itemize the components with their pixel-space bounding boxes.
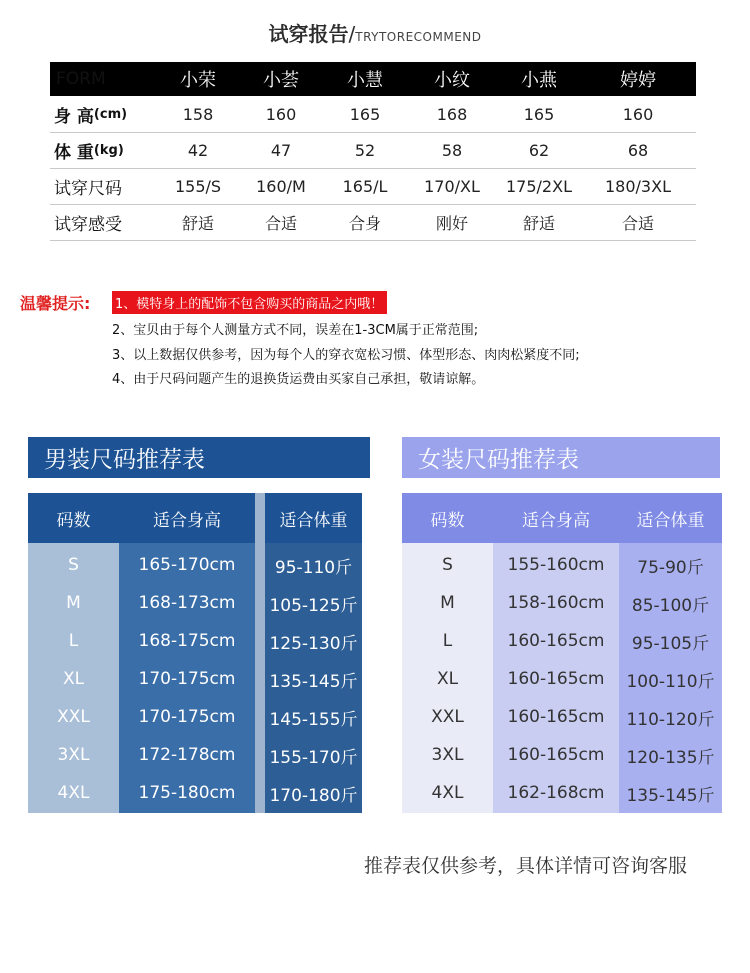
size-cell: XXL bbox=[431, 707, 464, 727]
weight-cell: 170-180斤 bbox=[269, 785, 358, 806]
size-cell: M bbox=[440, 593, 455, 613]
row-label-text: 身 高 bbox=[54, 106, 94, 127]
column-header: 适合体重 bbox=[265, 493, 362, 543]
size-cell: 3XL bbox=[57, 745, 90, 765]
weight-cell: 100-110斤 bbox=[626, 671, 715, 692]
men-height-column bbox=[119, 493, 255, 813]
table-cell: 160 bbox=[265, 104, 297, 124]
row-label bbox=[50, 169, 162, 204]
height-cell: 160-165cm bbox=[507, 631, 605, 651]
row-label bbox=[50, 96, 162, 132]
height-cell: 162-168cm bbox=[507, 783, 605, 803]
table-row bbox=[50, 205, 696, 241]
height-cell: 160-165cm bbox=[507, 707, 605, 727]
table-cell: 158 bbox=[182, 104, 214, 124]
row-label-text: 体 重 bbox=[54, 143, 94, 163]
women-height-column bbox=[493, 493, 619, 813]
page-title bbox=[0, 18, 750, 47]
women-weight-column bbox=[619, 493, 722, 813]
note-item: 2、宝贝由于每个人测量方式不同，误差在1-3CM属于正常范围; bbox=[112, 323, 479, 338]
weight-cell: 95-105斤 bbox=[631, 633, 710, 654]
note-item: 4、由于尺码问题产生的退换货运费由买家自己承担，敬请谅解。 bbox=[112, 372, 485, 387]
header-model: 小荣 bbox=[180, 70, 216, 91]
table-cell: 62 bbox=[528, 141, 550, 160]
weight-cell: 85-100斤 bbox=[631, 595, 710, 616]
column-header: 适合身高 bbox=[493, 493, 619, 543]
header-model: 小荟 bbox=[263, 70, 299, 91]
column-header: 适合体重 bbox=[619, 493, 722, 543]
title-zh: 试穿报告 bbox=[268, 22, 349, 46]
table-cell: 合适 bbox=[264, 214, 297, 233]
height-cell: 168-173cm bbox=[138, 593, 236, 613]
row-label-text: 试穿感受 bbox=[54, 215, 122, 235]
size-cell: XXL bbox=[57, 707, 90, 727]
table-row bbox=[50, 96, 696, 133]
weight-cell: 145-155斤 bbox=[269, 709, 358, 730]
table-cell: 47 bbox=[270, 141, 292, 160]
size-cell: S bbox=[68, 555, 79, 575]
men-size-column bbox=[28, 493, 119, 813]
table-cell: 合身 bbox=[348, 214, 381, 233]
table-cell: 165 bbox=[349, 104, 381, 124]
table-cell: 160 bbox=[622, 104, 654, 124]
table-cell: 合适 bbox=[621, 214, 654, 233]
height-cell: 160-165cm bbox=[507, 669, 605, 689]
table-cell: 52 bbox=[354, 141, 376, 160]
column-header: 码数 bbox=[28, 493, 119, 543]
size-cell: S bbox=[442, 555, 453, 575]
height-cell: 158-160cm bbox=[507, 593, 605, 613]
weight-cell: 110-120斤 bbox=[626, 709, 715, 730]
height-cell: 165-170cm bbox=[138, 555, 236, 575]
column-header: 码数 bbox=[402, 493, 493, 543]
header-model: 小燕 bbox=[521, 70, 557, 91]
table-cell: 155/S bbox=[174, 177, 222, 196]
row-label bbox=[50, 133, 162, 168]
row-label bbox=[50, 205, 162, 240]
table-cell: 168 bbox=[436, 104, 468, 124]
weight-cell: 135-145斤 bbox=[269, 671, 358, 692]
row-label-unit: (kg) bbox=[93, 143, 124, 158]
size-cell: XL bbox=[62, 669, 85, 689]
table-cell: 42 bbox=[187, 141, 209, 160]
weight-cell: 75-90斤 bbox=[637, 557, 704, 578]
table-cell: 舒适 bbox=[522, 214, 555, 233]
weight-cell: 135-145斤 bbox=[626, 785, 715, 806]
table-cell: 160/M bbox=[256, 177, 306, 196]
row-label-text: 试穿尺码 bbox=[54, 179, 122, 199]
size-cell: 4XL bbox=[57, 783, 90, 803]
size-cell: L bbox=[442, 631, 453, 651]
weight-cell: 155-170斤 bbox=[269, 747, 358, 768]
women-size-chart-title: 女装尺码推荐表 bbox=[402, 437, 720, 478]
header-form: FORM bbox=[56, 69, 106, 89]
table-cell: 170/XL bbox=[424, 177, 480, 196]
size-cell: L bbox=[68, 631, 79, 651]
size-cell: XL bbox=[436, 669, 459, 689]
title-slash: / bbox=[348, 22, 356, 46]
table-row bbox=[50, 169, 696, 205]
header-model: 小慧 bbox=[347, 70, 383, 91]
weight-cell: 125-130斤 bbox=[269, 633, 358, 654]
height-cell: 168-175cm bbox=[138, 631, 236, 651]
table-cell: 165/L bbox=[342, 177, 388, 196]
height-cell: 170-175cm bbox=[138, 669, 236, 689]
column-header: 适合身高 bbox=[119, 493, 255, 543]
table-cell: 68 bbox=[627, 141, 649, 160]
row-label-unit: (cm) bbox=[93, 106, 128, 122]
men-size-chart-title: 男装尺码推荐表 bbox=[28, 437, 370, 478]
height-cell: 160-165cm bbox=[507, 745, 605, 765]
table-cell: 58 bbox=[441, 141, 463, 160]
size-cell: M bbox=[66, 593, 81, 613]
men-weight-column bbox=[265, 493, 362, 813]
try-on-table bbox=[50, 62, 696, 241]
table-row bbox=[50, 133, 696, 169]
note-item: 3、以上数据仅供参考，因为每个人的穿衣宽松习惯、体型形态、肉肉松紧度不同; bbox=[112, 348, 580, 363]
size-cell: 4XL bbox=[431, 783, 464, 803]
size-cell: 3XL bbox=[431, 745, 464, 765]
height-cell: 170-175cm bbox=[138, 707, 236, 727]
women-size-column bbox=[402, 493, 493, 813]
height-cell: 172-178cm bbox=[138, 745, 236, 765]
table-cell: 刚好 bbox=[435, 214, 468, 233]
header-model: 小纹 bbox=[434, 70, 470, 91]
header-model: 婷婷 bbox=[620, 70, 656, 91]
weight-cell: 95-110斤 bbox=[274, 557, 353, 578]
table-cell: 175/2XL bbox=[506, 177, 572, 196]
weight-cell: 105-125斤 bbox=[269, 595, 358, 616]
men-size-chart bbox=[28, 493, 362, 813]
women-size-chart bbox=[402, 493, 722, 813]
height-cell: 175-180cm bbox=[138, 783, 236, 803]
title-en: TRYTORECOMMEND bbox=[355, 30, 482, 44]
table-cell: 165 bbox=[523, 104, 555, 124]
footer-note: 推荐表仅供参考，具体详情可咨询客服 bbox=[364, 855, 688, 877]
weight-cell: 120-135斤 bbox=[626, 747, 715, 768]
note-item-highlight: 1、模特身上的配饰不包含购买的商品之内哦！ bbox=[112, 291, 387, 314]
notes-label: 温馨提示: bbox=[20, 294, 91, 313]
table-cell: 舒适 bbox=[181, 214, 214, 233]
height-cell: 155-160cm bbox=[507, 555, 605, 575]
try-on-table-header bbox=[50, 62, 696, 96]
table-cell: 180/3XL bbox=[605, 177, 671, 196]
